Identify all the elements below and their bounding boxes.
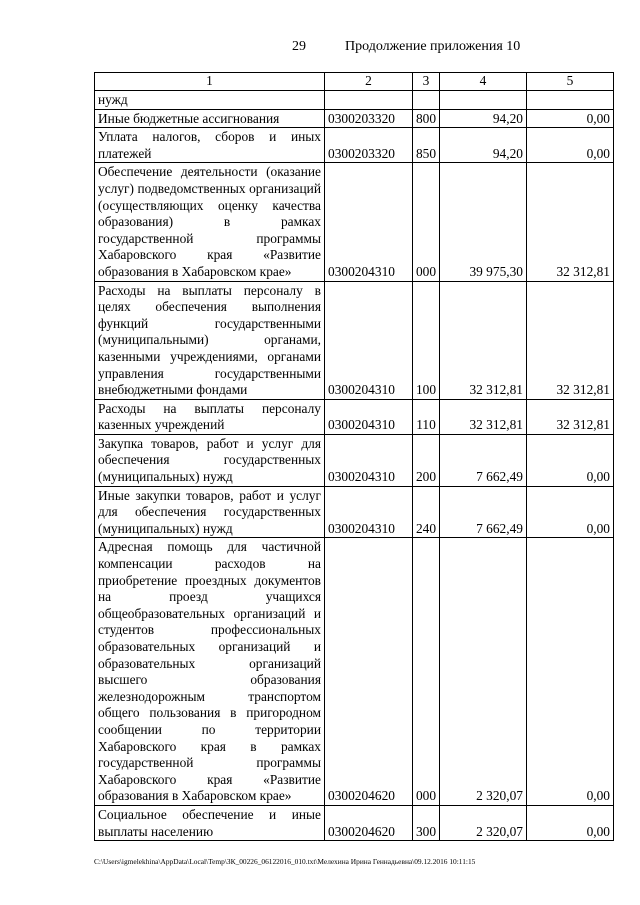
table-row bbox=[95, 109, 614, 128]
row-code-cell: 0300204620 bbox=[325, 538, 413, 806]
row-name-cell: Обеспечение деятельности (оказание услуг) подведомственных организаций (осуществляющих оценку качества образования) в рамках государственной программы Хабаровского края «Развитие образования в Хабаровском крае» bbox=[95, 163, 325, 281]
column-header: 1 bbox=[95, 73, 325, 91]
table-row bbox=[95, 399, 614, 434]
row-vr-cell: 200 bbox=[413, 434, 440, 486]
file-path-footer: C:\Users\igmelekhina\AppData\Local\Temp\ЗК_00226_06122016_010.txt\Мелехина Ирина Геннадьевна\09.12.2016 10:11:15 bbox=[94, 857, 476, 866]
row-sum2-cell: 0,00 bbox=[527, 109, 614, 128]
row-vr-cell: 110 bbox=[413, 399, 440, 434]
row-code-cell: 0300204310 bbox=[325, 163, 413, 281]
row-vr-cell: 100 bbox=[413, 281, 440, 399]
row-sum2-cell bbox=[527, 91, 614, 110]
row-vr-cell: 300 bbox=[413, 805, 440, 840]
row-code-cell: 0300204310 bbox=[325, 486, 413, 538]
row-name-cell: Адресная помощь для частичной компенсации расходов на приобретение проездных документов на проезд учащихся общеобразовательных организаций и студентов профессиональных образовательных организаций и образовательных организаций высшего образования железнодорожным транспортом общего пользования в пригородном сообщении по территории Хабаровского края в рамках государственной программы Хабаровского края «Развитие образования в Хабаровском крае» bbox=[95, 538, 325, 806]
row-code-cell: 0300204310 bbox=[325, 281, 413, 399]
table-row bbox=[95, 434, 614, 486]
row-code-cell: 0300203320 bbox=[325, 128, 413, 163]
row-vr-cell: 000 bbox=[413, 538, 440, 806]
row-sum1-cell: 32 312,81 bbox=[440, 281, 527, 399]
row-name-cell: Расходы на выплаты персоналу в целях обеспечения выполнения функций государственными (муниципальными) органами, казенными учреждениями, органами управления государственными внебюджетными фондами bbox=[95, 281, 325, 399]
row-sum2-cell: 32 312,81 bbox=[527, 281, 614, 399]
row-name-cell: Социальное обеспечение и иные выплаты населению bbox=[95, 805, 325, 840]
row-sum1-cell bbox=[440, 91, 527, 110]
table-row bbox=[95, 128, 614, 163]
row-code-cell bbox=[325, 91, 413, 110]
row-sum1-cell: 2 320,07 bbox=[440, 538, 527, 806]
row-name-cell: Уплата налогов, сборов и иных платежей bbox=[95, 128, 325, 163]
row-sum2-cell: 0,00 bbox=[527, 434, 614, 486]
table-header-row bbox=[95, 73, 614, 91]
row-sum1-cell: 39 975,30 bbox=[440, 163, 527, 281]
column-header: 5 bbox=[527, 73, 614, 91]
table-row bbox=[95, 538, 614, 806]
row-name-cell: Иные закупки товаров, работ и услуг для обеспечения государственных (муниципальных) нужд bbox=[95, 486, 325, 538]
page-title: Продолжение приложения 10 bbox=[345, 39, 521, 54]
row-vr-cell bbox=[413, 91, 440, 110]
row-sum2-cell: 32 312,81 bbox=[527, 399, 614, 434]
row-sum1-cell: 94,20 bbox=[440, 109, 527, 128]
row-sum2-cell: 0,00 bbox=[527, 538, 614, 806]
row-name-cell: нужд bbox=[95, 91, 325, 110]
table-row bbox=[95, 91, 614, 110]
column-header: 3 bbox=[413, 73, 440, 91]
row-name-cell: Закупка товаров, работ и услуг для обеспечения государственных (муниципальных) нужд bbox=[95, 434, 325, 486]
column-header: 2 bbox=[325, 73, 413, 91]
row-sum2-cell: 0,00 bbox=[527, 805, 614, 840]
row-sum1-cell: 94,20 bbox=[440, 128, 527, 163]
row-vr-cell: 800 bbox=[413, 109, 440, 128]
row-vr-cell: 240 bbox=[413, 486, 440, 538]
column-header: 4 bbox=[440, 73, 527, 91]
row-code-cell: 0300203320 bbox=[325, 109, 413, 128]
row-vr-cell: 000 bbox=[413, 163, 440, 281]
row-code-cell: 0300204620 bbox=[325, 805, 413, 840]
table-row bbox=[95, 805, 614, 840]
table-row bbox=[95, 486, 614, 538]
row-sum2-cell: 32 312,81 bbox=[527, 163, 614, 281]
row-name-cell: Иные бюджетные ассигнования bbox=[95, 109, 325, 128]
page-number: 29 bbox=[292, 39, 306, 54]
row-sum1-cell: 2 320,07 bbox=[440, 805, 527, 840]
row-code-cell: 0300204310 bbox=[325, 399, 413, 434]
row-sum1-cell: 7 662,49 bbox=[440, 486, 527, 538]
page-header bbox=[0, 39, 640, 57]
row-vr-cell: 850 bbox=[413, 128, 440, 163]
row-name-cell: Расходы на выплаты персоналу казенных учреждений bbox=[95, 399, 325, 434]
table-row bbox=[95, 281, 614, 399]
row-sum1-cell: 7 662,49 bbox=[440, 434, 527, 486]
row-sum1-cell: 32 312,81 bbox=[440, 399, 527, 434]
row-code-cell: 0300204310 bbox=[325, 434, 413, 486]
row-sum2-cell: 0,00 bbox=[527, 486, 614, 538]
table-row bbox=[95, 163, 614, 281]
budget-table bbox=[94, 72, 614, 841]
row-sum2-cell: 0,00 bbox=[527, 128, 614, 163]
